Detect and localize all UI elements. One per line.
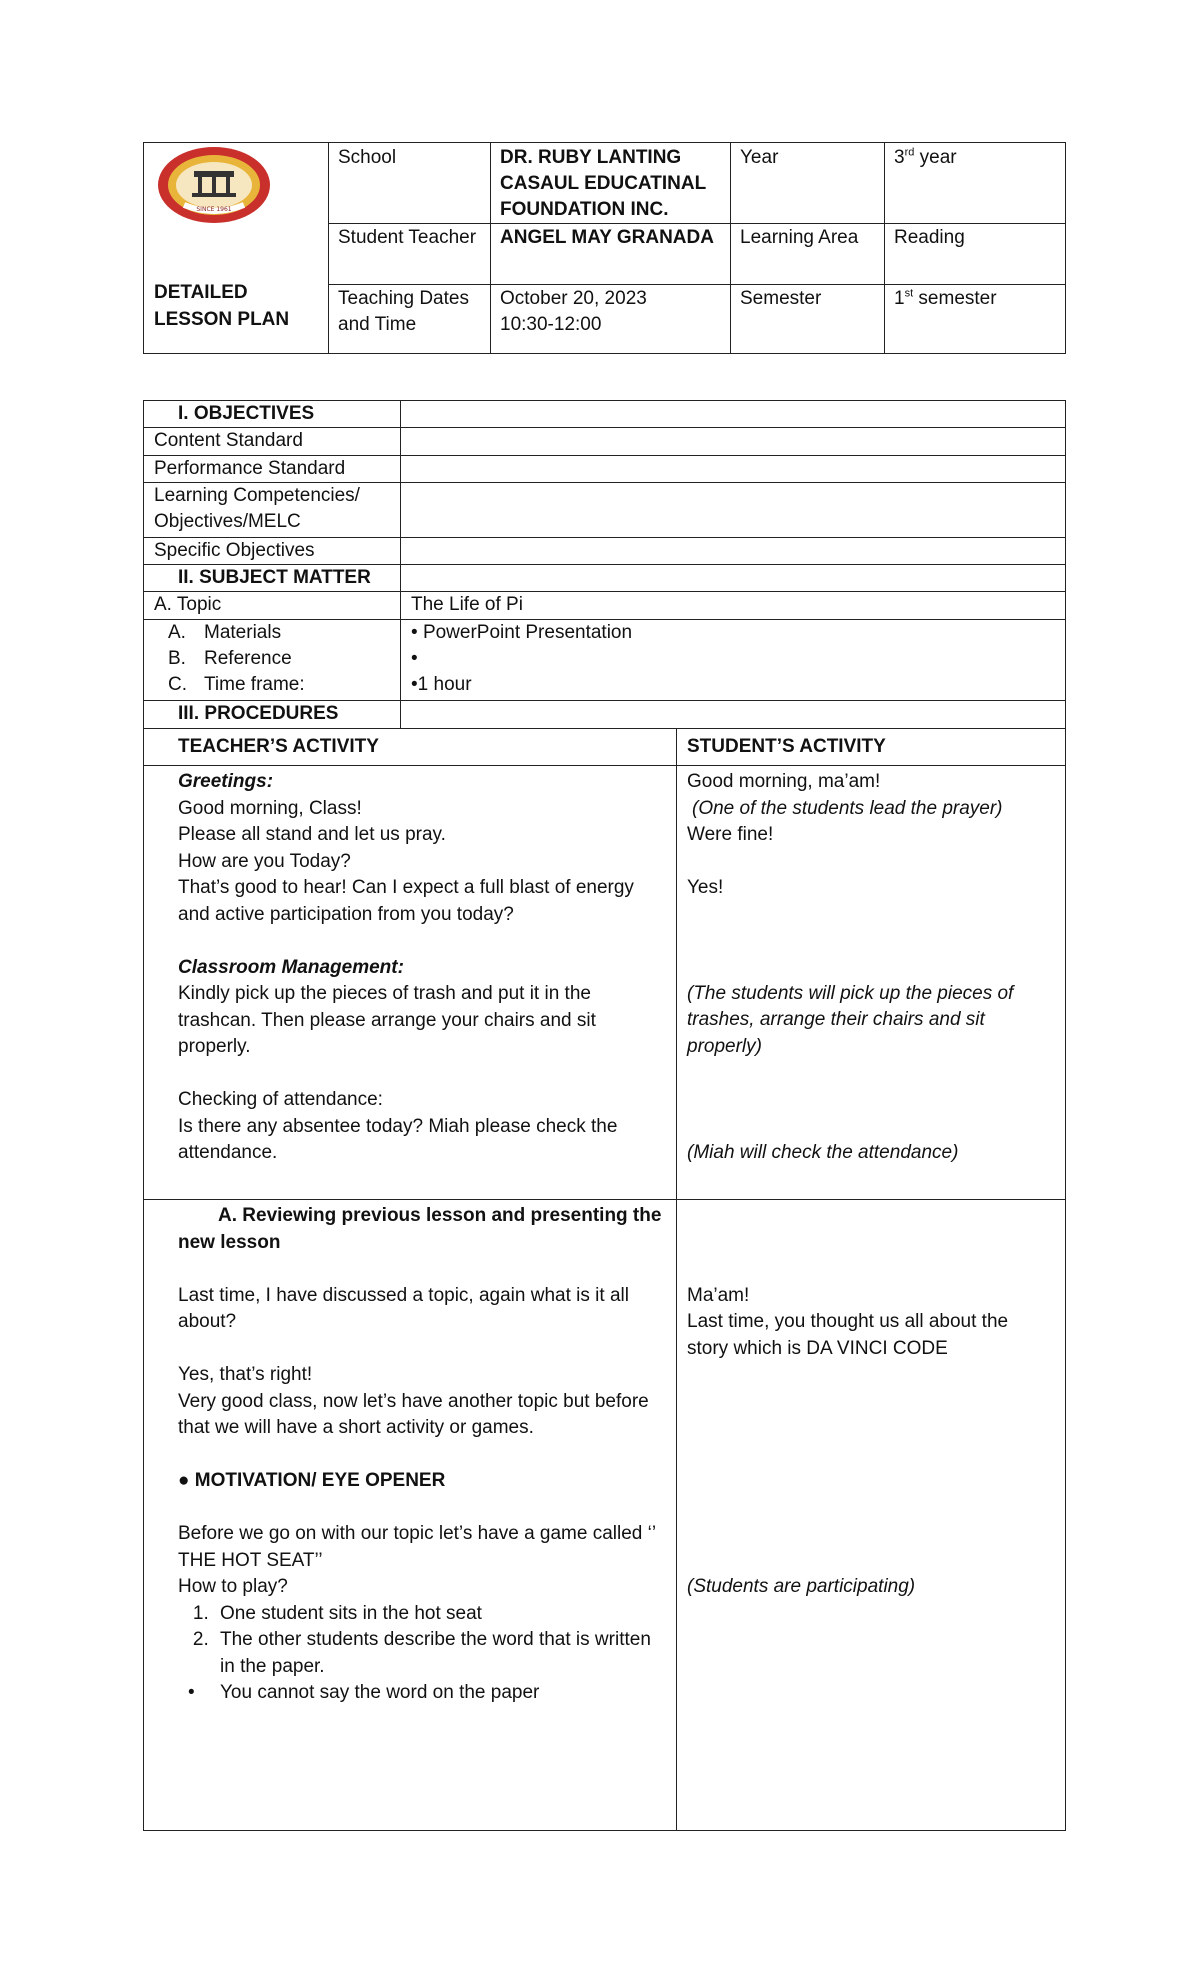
header-table [143,142,1066,354]
materials-values [401,620,1065,700]
timeframe-label: Time frame: [204,674,305,695]
topic-value: The Life of Pi [411,594,523,615]
student-teacher-label: Student Teacher [338,227,477,248]
year-value: 3rd year [894,146,957,168]
student-line: Yes! [687,877,724,898]
materials-labels: A. Materials B. Reference C. Time frame: [144,620,401,700]
teacher-line: Is there any absentee today? Miah please check the attendance. [178,1115,618,1163]
materials-label: Materials [204,622,282,643]
procedures-cell [401,701,1065,728]
materials-row [143,620,1066,701]
performance-standard-cell [401,456,1065,482]
materials-value: PowerPoint Presentation [422,622,633,643]
content-standard-label: Content Standard [144,428,401,455]
teaching-time: 10:30-12:00 [500,314,602,335]
teacher-line: Very good class, now let’s have another topic but before that we will have a short activity or games. [178,1390,649,1438]
reference-label: Reference [204,648,292,669]
logo-text: SINCE 1961 [196,206,232,213]
greetings-row [143,766,1066,1200]
learning-area-label: Learning Area [740,227,859,248]
teacher-line: Before we go on with our topic let’s have a game called ‘’ THE HOT SEAT’’ [178,1523,656,1571]
teacher-line: Last time, I have discussed a topic, again what is it all about? [178,1284,629,1332]
student-line: Last time, you thought us all about the story which is DA VINCI CODE [687,1311,1009,1359]
teacher-line: Yes, that’s right! [178,1364,313,1385]
specific-objectives-cell [401,538,1065,564]
divider [328,284,1065,285]
list-item: 1. One student sits in the hot seat [214,1601,662,1628]
student-line: Were fine! [687,824,774,845]
objectives-row [143,400,1066,428]
page-title: DETAILED LESSON PLAN [154,282,290,330]
teacher-reviewing-cell [144,1200,677,1830]
bullet: • [411,674,418,695]
subject-matter-row [143,565,1066,592]
teacher-line: How are you Today? [178,850,351,872]
performance-standard-label: Performance Standard [144,456,401,482]
specific-objectives-row [143,538,1066,565]
learning-competencies-row [143,483,1066,538]
school-value: DR. RUBY LANTING CASAUL EDUCATINAL FOUNDATION INC. [500,147,706,220]
objectives-heading: I. OBJECTIVES [144,401,401,427]
steps-list [178,1601,662,1681]
specific-objectives-label: Specific Objectives [144,538,401,564]
activity-header-row [143,729,1066,766]
teaching-date: October 20, 2023 [500,288,647,309]
school-seal-icon [154,145,274,227]
teacher-line: How to play? [178,1576,288,1597]
learning-competencies-label: Learning Competencies/ Objectives/MELC [144,483,401,537]
attendance-heading: Checking of attendance: [178,1089,383,1110]
teacher-greetings-cell [144,766,677,1199]
timeframe-value: 1 hour [417,674,472,695]
teacher-activity-header: TEACHER’S ACTIVITY [144,729,677,765]
procedures-row [143,701,1066,729]
student-line: (One of the students lead the prayer) [692,797,1003,819]
subject-matter-cell [401,565,1065,591]
topic-row [143,592,1066,620]
bullet: • [411,622,423,643]
reviewing-heading: A. Reviewing previous lesson and presenting the new lesson [178,1205,662,1253]
divider [328,223,1065,224]
divider [884,143,885,353]
content-standard-row [143,428,1066,456]
teacher-line: That’s good to hear! Can I expect a full blast of energy and active participation from you today? [178,877,634,925]
classroom-management-heading: Classroom Management: [178,956,404,978]
subject-matter-heading: II. SUBJECT MATTER [144,565,401,591]
bullet-icon: ● [178,1470,190,1491]
content-standard-cell [401,428,1065,455]
student-line: (Miah will check the attendance) [687,1142,959,1163]
student-line: (The students will pick up the pieces of trashes, arrange their chairs and sit properly) [687,982,1014,1057]
teaching-dates-label: Teaching Dates and Time [338,288,469,335]
greetings-heading: Greetings: [178,771,274,792]
divider [490,143,491,353]
topic-label: A. Topic [144,592,401,619]
bullet: • [411,648,418,669]
list-item: • You cannot say the word on the paper [214,1680,662,1707]
student-greetings-cell [677,766,1065,1199]
semester-label: Semester [740,288,822,309]
motivation-heading: ● MOTIVATION/ EYE OPENER [178,1470,446,1491]
reviewing-row [143,1200,1066,1831]
student-teacher-value: ANGEL MAY GRANADA [500,227,714,248]
student-line: (Students are participating) [687,1576,916,1597]
student-activity-header: STUDENT’S ACTIVITY [687,736,886,757]
teacher-line: Good morning, Class! [178,797,362,819]
learning-area-value: Reading [894,227,965,248]
school-label: School [338,147,397,168]
teacher-line: Kindly pick up the pieces of trash and put it in the trashcan. Then please arrange your chairs and sit properly. [178,983,596,1057]
school-logo [154,145,274,225]
procedures-heading: III. PROCEDURES [144,701,401,728]
teacher-line: Please all stand and let us pray. [178,824,446,845]
performance-standard-row [143,456,1066,483]
student-reviewing-cell [677,1200,1065,1830]
student-line: Ma’am! [687,1284,750,1306]
rules-list [178,1680,662,1707]
list-item: 2. The other students describe the word that is written in the paper. [214,1627,662,1680]
semester-value: 1st semester [894,287,997,309]
year-label: Year [740,147,779,168]
student-line: Good morning, ma’am! [687,771,881,792]
objectives-cell [401,401,1065,427]
divider [730,143,731,353]
learning-competencies-cell [401,483,1065,537]
